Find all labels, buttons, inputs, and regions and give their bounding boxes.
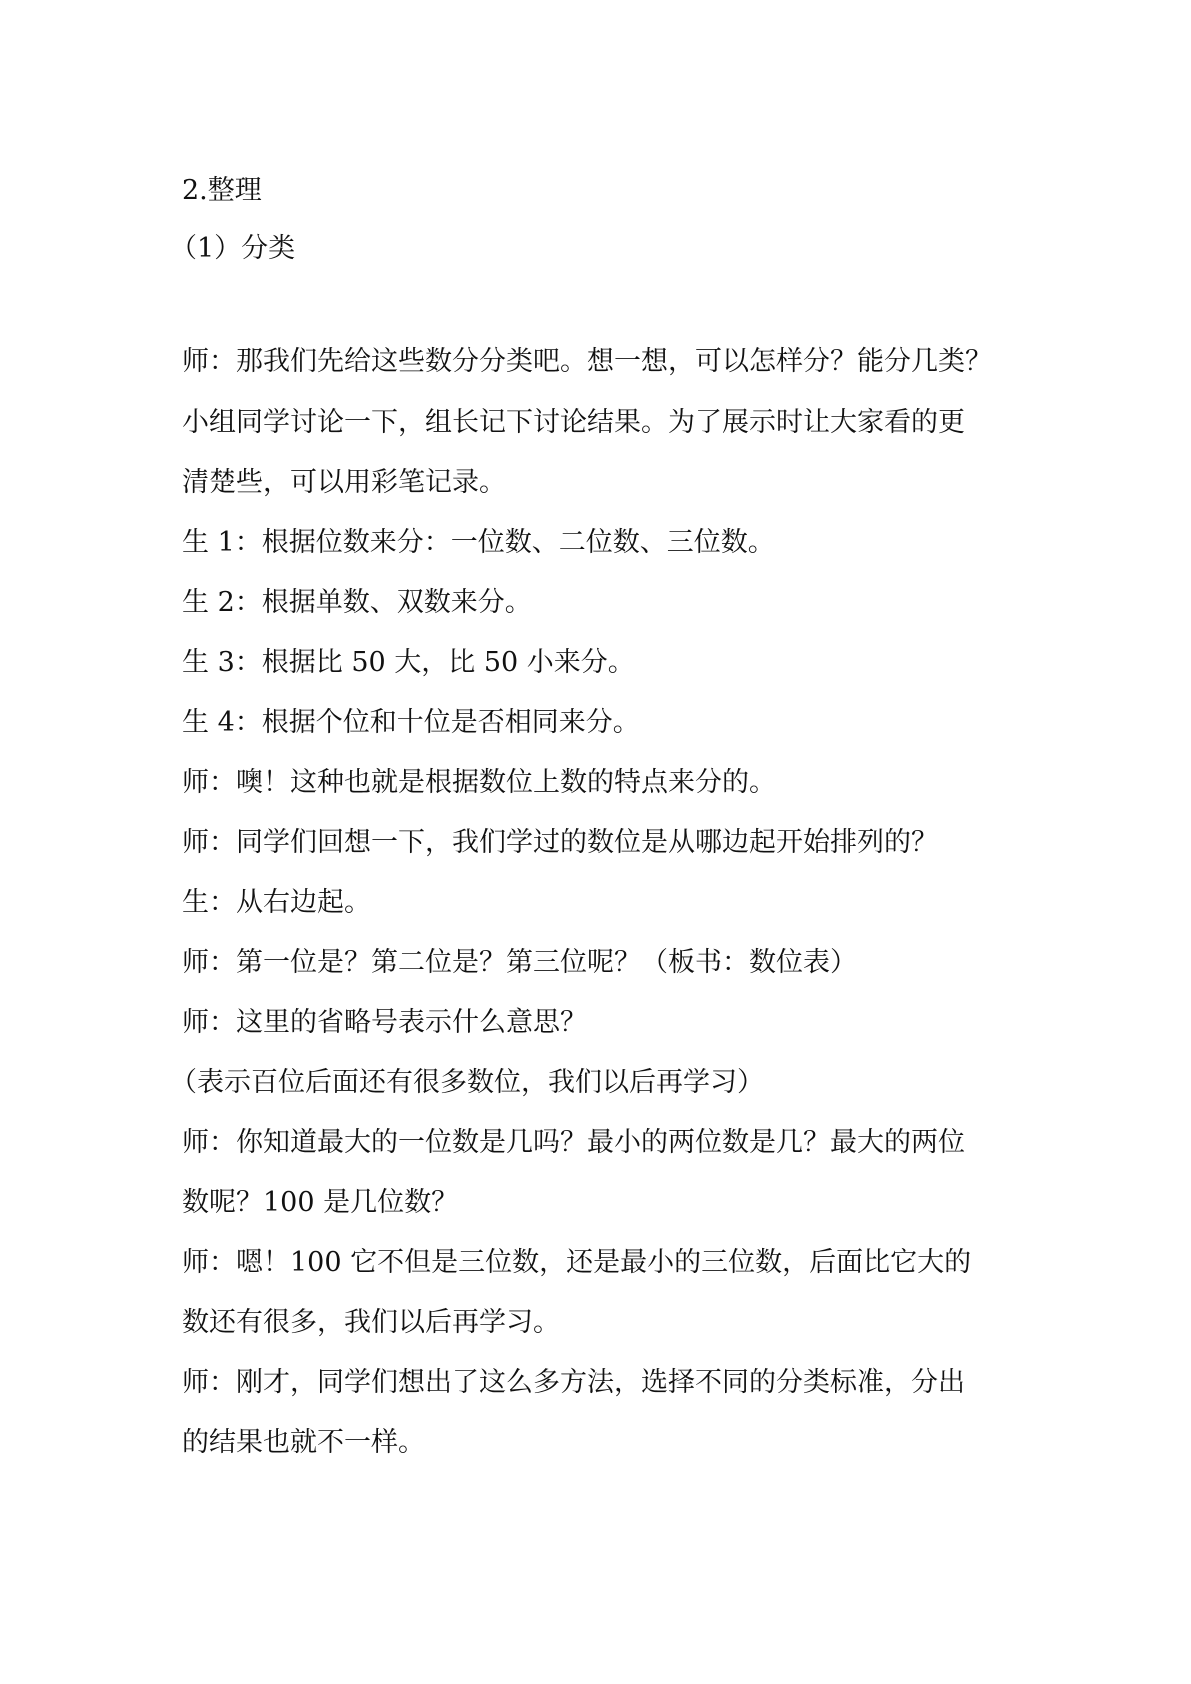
paragraph-line-14: 师：你知道最大的一位数是几吗？最小的两位数是几？最大的两位 — [182, 1127, 965, 1158]
paragraph-line-2: 小组同学讨论一下，组长记下讨论结果。为了展示时让大家看的更 — [182, 407, 965, 438]
paragraph-line-1: 师：那我们先给这些数分分类吧。想一想，可以怎样分？能分几类？ — [182, 346, 992, 377]
paragraph-line-15: 数呢？100 是几位数？ — [182, 1187, 459, 1218]
paragraph-line-11: 师：第一位是？第二位是？第三位呢？（板书：数位表） — [182, 947, 857, 978]
paragraph-line-5: 生 2：根据单数、双数来分。 — [182, 587, 532, 618]
paragraph-line-7: 生 4：根据个位和十位是否相同来分。 — [182, 707, 640, 738]
paragraph-line-13: （表示百位后面还有很多数位，我们以后再学习） — [170, 1067, 764, 1098]
paragraph-line-17: 数还有很多，我们以后再学习。 — [182, 1307, 560, 1338]
section-heading: 2.整理 — [182, 175, 262, 206]
paragraph-line-4: 生 1：根据位数来分：一位数、二位数、三位数。 — [182, 527, 775, 558]
paragraph-line-18: 师：刚才，同学们想出了这么多方法，选择不同的分类标准，分出 — [182, 1367, 965, 1398]
paragraph-line-10: 生：从右边起。 — [182, 887, 371, 918]
paragraph-line-6: 生 3：根据比 50 大，比 50 小来分。 — [182, 647, 635, 678]
paragraph-line-3: 清楚些，可以用彩笔记录。 — [182, 467, 506, 498]
paragraph-line-12: 师：这里的省略号表示什么意思？ — [182, 1007, 587, 1038]
paragraph-line-16: 师：嗯！100 它不但是三位数，还是最小的三位数，后面比它大的 — [182, 1247, 972, 1278]
paragraph-line-8: 师：噢！这种也就是根据数位上数的特点来分的。 — [182, 767, 776, 798]
paragraph-line-9: 师：同学们回想一下，我们学过的数位是从哪边起开始排列的？ — [182, 827, 938, 858]
subsection-heading: （1）分类 — [170, 233, 296, 264]
paragraph-line-19: 的结果也就不一样。 — [182, 1427, 425, 1458]
